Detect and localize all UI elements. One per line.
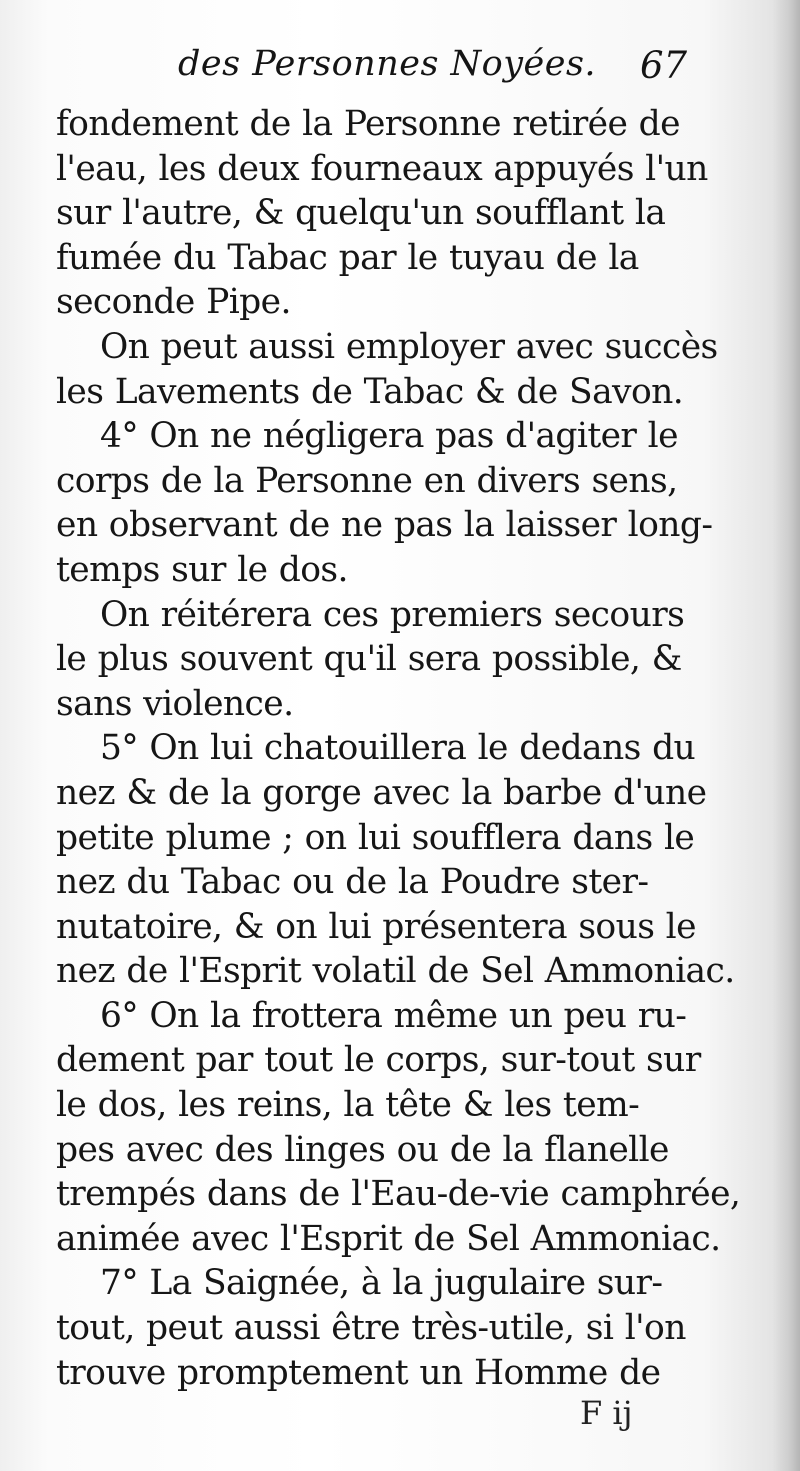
text-line: l'eau, les deux fourneaux appuyés l'un bbox=[56, 148, 708, 189]
text-line: fumée du Tabac par le tuyau de la bbox=[56, 237, 639, 278]
text-line: tout, peut aussi être très-utile, si l'on bbox=[56, 1308, 686, 1349]
signature-mark: F ij bbox=[580, 1394, 633, 1432]
text-line: 7° La Saignée, à la jugulaire sur- bbox=[100, 1263, 663, 1304]
text-line: trouve promptement un Homme de bbox=[56, 1352, 661, 1393]
page-header bbox=[0, 42, 800, 102]
text-line: le dos, les reins, la tête & les tem- bbox=[56, 1085, 640, 1126]
text-line: petite plume ; on lui soufflera dans le bbox=[56, 817, 695, 858]
text-line: temps sur le dos. bbox=[56, 549, 348, 590]
gutter-shadow bbox=[772, 0, 800, 1471]
text-line: nez de l'Esprit volatil de Sel Ammoniac. bbox=[56, 951, 735, 992]
text-line: On réitérera ces premiers secours bbox=[100, 594, 685, 635]
text-line: les Lavements de Tabac & de Savon. bbox=[56, 371, 684, 412]
text-line: trempés dans de l'Eau-de-vie camphrée, bbox=[56, 1174, 740, 1215]
text-line: seconde Pipe. bbox=[56, 282, 291, 323]
page-number: 67 bbox=[640, 44, 688, 87]
text-line: 4° On ne négligera pas d'agiter le bbox=[100, 416, 678, 457]
running-title: des Personnes Noyées. bbox=[178, 44, 597, 84]
text-line: sans violence. bbox=[56, 683, 294, 724]
text-line: pes avec des linges ou de la flanelle bbox=[56, 1129, 669, 1170]
text-line: animée avec l'Esprit de Sel Ammoniac. bbox=[56, 1218, 721, 1259]
text-line: sur l'autre, & quelqu'un soufflant la bbox=[56, 193, 666, 234]
text-line: nez & de la gorge avec la barbe d'une bbox=[56, 772, 707, 813]
body-text bbox=[56, 102, 740, 1395]
text-line: nez du Tabac ou de la Poudre ster- bbox=[56, 862, 649, 903]
text-line: corps de la Personne en divers sens, bbox=[56, 460, 678, 501]
text-line: dement par tout le corps, sur-tout sur bbox=[56, 1040, 701, 1081]
text-line: nutatoire, & on lui présentera sous le bbox=[56, 906, 696, 947]
text-line: 5° On lui chatouillera le dedans du bbox=[100, 728, 696, 769]
text-line: le plus souvent qu'il sera possible, & bbox=[56, 639, 682, 680]
text-line: On peut aussi employer avec succès bbox=[100, 326, 718, 367]
text-line: fondement de la Personne retirée de bbox=[56, 104, 680, 144]
text-line: 6° On la frottera même un peu ru- bbox=[100, 995, 687, 1036]
text-line: en observant de ne pas la laisser long- bbox=[56, 505, 713, 546]
